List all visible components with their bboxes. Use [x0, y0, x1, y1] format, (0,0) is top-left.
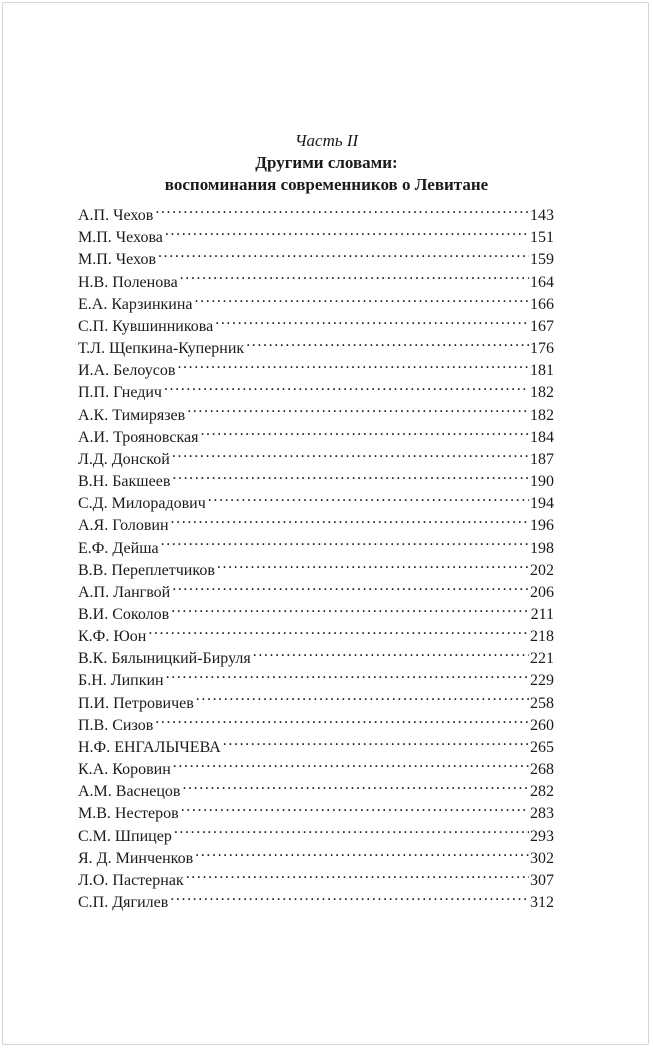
toc-dot-leader: [186, 863, 529, 885]
toc-entry-page-number: 265: [530, 738, 554, 756]
toc-entry-name: М.П. Чехова: [78, 229, 163, 247]
toc-entry-page-number: 218: [530, 628, 554, 646]
toc-entry-page-number: 258: [530, 694, 554, 712]
toc-entry-page-number: 164: [530, 273, 554, 291]
toc-entry-name: А.П. Чехов: [78, 207, 154, 225]
toc-dot-leader: [181, 796, 529, 818]
table-of-contents: [78, 198, 554, 911]
toc-entry-name: Е.Ф. Дейша: [78, 539, 159, 557]
toc-dot-leader: [170, 885, 529, 907]
toc-dot-leader: [161, 530, 529, 552]
toc-entry-page-number: 283: [530, 805, 554, 823]
toc-dot-leader: [253, 641, 529, 663]
toc-entry-name: В.В. Переплетчиков: [78, 561, 215, 579]
toc-entry-name: В.К. Бялыницкий-Бируля: [78, 650, 251, 668]
toc-entry-name: Б.Н. Липкин: [78, 672, 164, 690]
toc-dot-leader: [172, 464, 529, 486]
toc-dot-leader: [172, 575, 529, 597]
toc-entry-page-number: 196: [530, 517, 554, 535]
toc-entry-page-number: 190: [530, 473, 554, 491]
toc-entry-name: А.М. Васнецов: [78, 783, 181, 801]
toc-entry-name: И.А. Белоусов: [78, 362, 176, 380]
toc-dot-leader: [166, 663, 529, 685]
toc-dot-leader: [174, 818, 529, 840]
toc-dot-leader: [208, 486, 529, 508]
toc-entry-name: М.В. Нестеров: [78, 805, 179, 823]
toc-dot-leader: [195, 287, 529, 309]
toc-entry-page-number: 166: [530, 295, 554, 313]
toc-entry-name: Л.Д. Донской: [78, 450, 170, 468]
toc-entry-name: С.Д. Милорадович: [78, 495, 206, 513]
toc-dot-leader: [177, 353, 529, 375]
part-title: Другими словами:: [255, 153, 398, 172]
toc-entry-name: А.П. Лангвой: [78, 583, 171, 601]
toc-entry-page-number: 211: [530, 605, 554, 623]
toc-entry-page-number: 198: [530, 539, 554, 557]
toc-entry-page-number: 206: [530, 583, 554, 601]
toc-entry-page-number: 312: [530, 894, 554, 911]
toc-dot-leader: [173, 752, 529, 774]
toc-entry-page-number: 159: [530, 251, 554, 269]
toc-dot-leader: [215, 309, 529, 331]
toc-entry-name: В.Н. Бакшеев: [78, 473, 171, 491]
toc-entry-page-number: 229: [530, 672, 554, 690]
toc-entry-page-number: 167: [530, 317, 554, 335]
toc-dot-leader: [223, 730, 529, 752]
toc-dot-leader: [171, 508, 529, 530]
toc-dot-leader: [196, 685, 529, 707]
toc-dot-leader: [164, 375, 529, 397]
toc-entry-name: К.Ф. Юон: [78, 628, 147, 646]
toc-entry-name: П.И. Петровичев: [78, 694, 194, 712]
toc-entry-page-number: 307: [530, 871, 554, 889]
toc-entry-name: С.М. Шпицер: [78, 827, 172, 845]
toc-dot-leader: [195, 841, 529, 863]
toc-entry-name: С.П. Кувшинникова: [78, 317, 214, 335]
toc-entry-page-number: 143: [530, 207, 554, 225]
toc-entry-name: Т.Л. Щепкина-Куперник: [78, 340, 245, 358]
toc-entry-name: В.И. Соколов: [78, 605, 170, 623]
toc-dot-leader: [182, 774, 529, 796]
toc-entry-page-number: 151: [530, 229, 554, 247]
toc-entry-page-number: 181: [530, 362, 554, 380]
toc-entry-name: П.В. Сизов: [78, 716, 154, 734]
toc-dot-leader: [165, 220, 529, 242]
toc-entry-page-number: 176: [530, 340, 554, 358]
toc-entry-name: А.Я. Головин: [78, 517, 169, 535]
toc-dot-leader: [171, 597, 529, 619]
toc-dot-leader: [217, 553, 529, 575]
toc-entry-page-number: 260: [530, 716, 554, 734]
toc-entry-name: А.К. Тимирязев: [78, 406, 186, 424]
toc-entry-name: Н.Ф. ЕНГАЛЫЧЕВА: [78, 738, 221, 756]
toc-dot-leader: [187, 397, 529, 419]
part-label: Часть II: [294, 131, 359, 150]
toc-dot-leader: [246, 331, 529, 353]
toc-dot-leader: [200, 420, 529, 442]
toc-entry-name: М.П. Чехов: [78, 251, 157, 269]
toc-entry-name: П.П. Гнедич: [78, 384, 162, 402]
toc-dot-leader: [158, 242, 529, 264]
toc-entry: [78, 619, 554, 646]
toc-entry-name: А.И. Трояновская: [78, 428, 199, 446]
toc-dot-leader: [155, 198, 529, 220]
toc-entry-name: С.П. Дягилев: [78, 894, 169, 911]
toc-entry: [78, 641, 554, 668]
toc-dot-leader: [180, 264, 529, 286]
toc-entry-page-number: 182: [530, 406, 554, 424]
toc-entry-page-number: 187: [530, 450, 554, 468]
part-subtitle: воспоминания современников о Левитане: [164, 175, 489, 194]
toc-entry-page-number: 184: [530, 428, 554, 446]
toc-dot-leader: [172, 442, 529, 464]
toc-entry-name: Я. Д. Минченков: [78, 849, 194, 867]
toc-entry-page-number: 282: [530, 783, 554, 801]
toc-entry-name: Н.В. Поленова: [78, 273, 178, 291]
toc-entry: [78, 198, 554, 225]
toc-dot-leader: [148, 619, 529, 641]
toc-entry-page-number: 293: [530, 827, 554, 845]
toc-entry-name: Е.А. Карзинкина: [78, 295, 193, 313]
toc-entry-page-number: 268: [530, 761, 554, 779]
toc-entry-page-number: 194: [530, 495, 554, 513]
toc-entry-page-number: 182: [530, 384, 554, 402]
toc-entry-page-number: 202: [530, 561, 554, 579]
toc-entry-page-number: 221: [530, 650, 554, 668]
toc-entry-name: К.А. Коровин: [78, 761, 171, 779]
toc-dot-leader: [155, 708, 529, 730]
toc-entry-page-number: 302: [530, 849, 554, 867]
toc-entry-name: Л.О. Пастернак: [78, 871, 184, 889]
